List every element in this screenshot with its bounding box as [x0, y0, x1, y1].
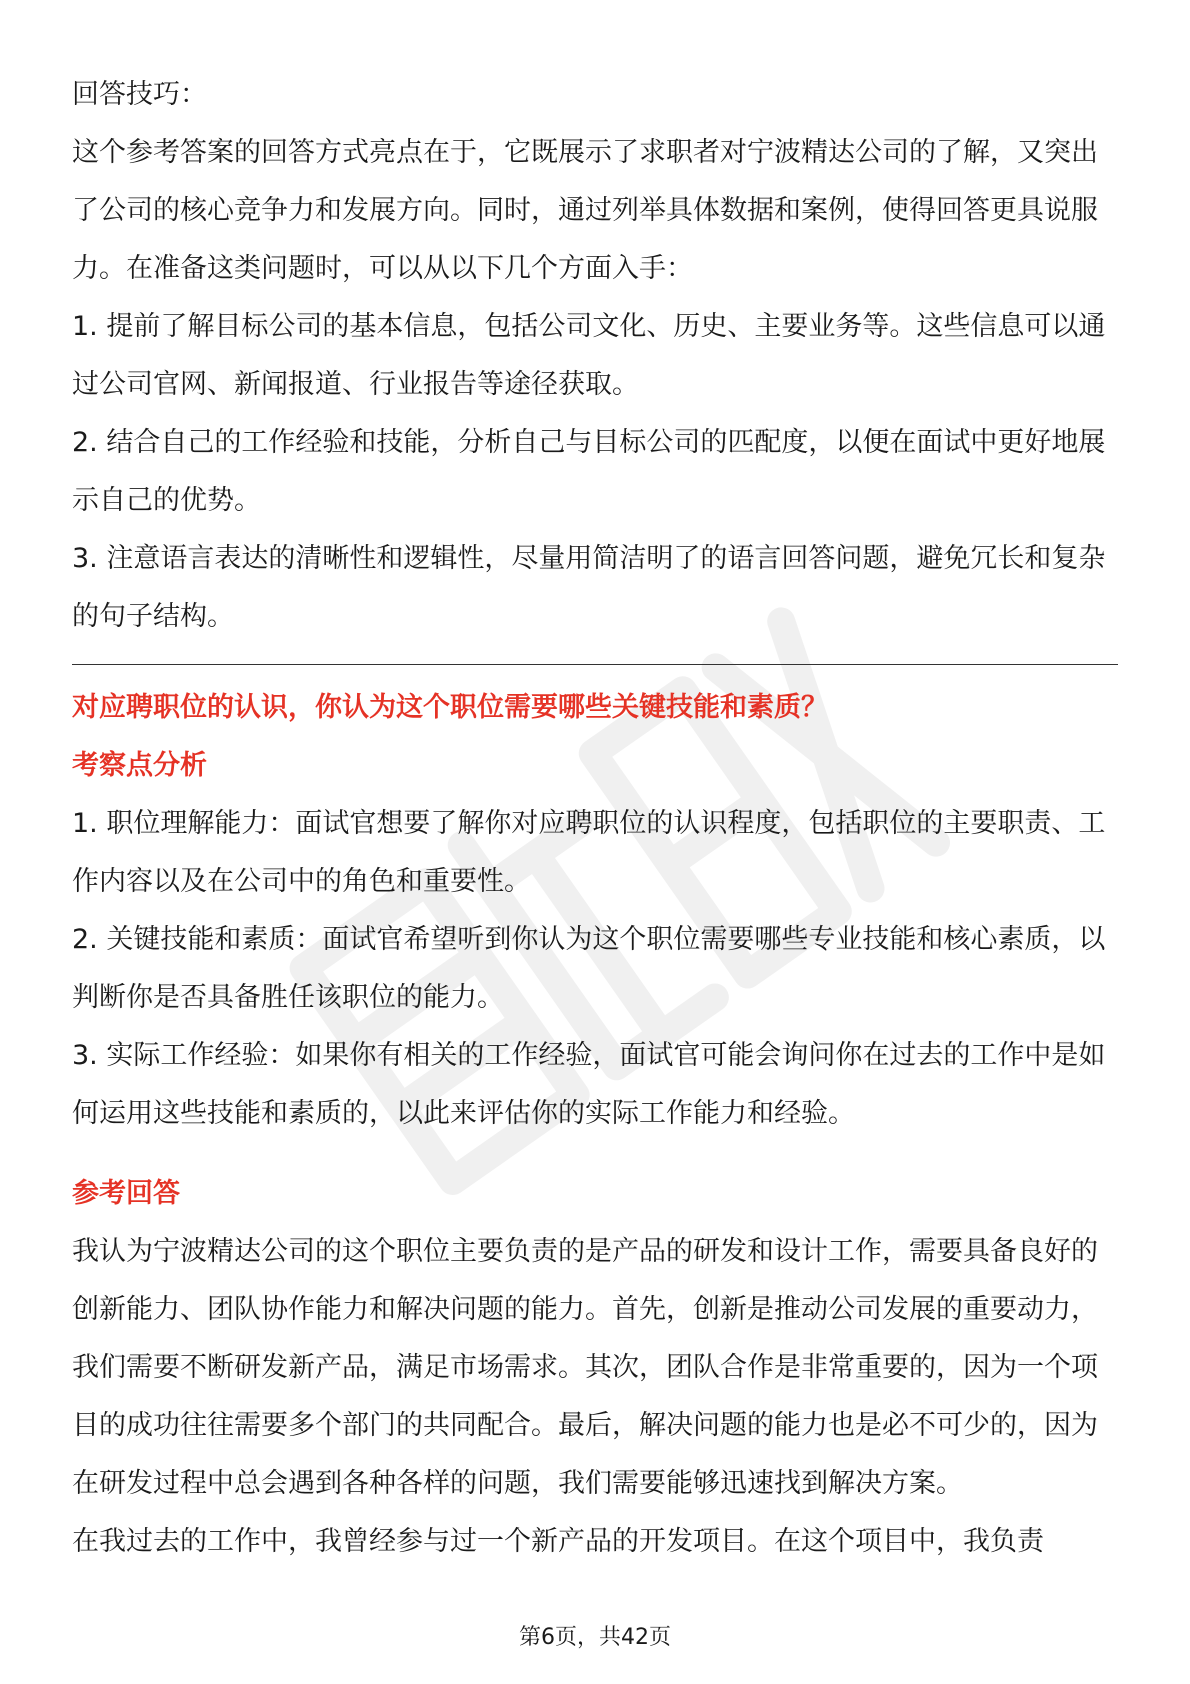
page-content [72, 66, 1118, 1571]
analysis-item-1: 1. 职位理解能力：面试官想要了解你对应聘职位的认识程度，包括职位的主要职责、工作内容以及在公司中的角色和重要性。 [72, 808, 1106, 897]
section-divider [72, 664, 1118, 665]
analysis-heading: 考察点分析 [72, 750, 207, 781]
analysis-item-2: 2. 关键技能和素质：面试官希望听到你认为这个职位需要哪些专业技能和核心素质，以判断你是否具备胜任该职位的能力。 [72, 924, 1106, 1013]
answer-paragraph-1: 我认为宁波精达公司的这个职位主要负责的是产品的研发和设计工作，需要具备良好的创新能力、团队协作能力和解决问题的能力。首先，创新是推动公司发展的重要动力，我们需要不断研发新产品，满足市场需求。其次，团队合作是非常重要的，因为一个项目的成功往往需要多个部门的共同配合。最后，解决问题的能力也是必不可少的，因为在研发过程中总会遇到各种各样的问题，我们需要能够迅速找到解决方案。 [72, 1236, 1098, 1499]
page-number: 第6页，共42页 [519, 1625, 671, 1650]
tips-intro: 这个参考答案的回答方式亮点在于，它既展示了求职者对宁波精达公司的了解，又突出了公司的核心竞争力和发展方向。同时，通过列举具体数据和案例，使得回答更具说服力。在准备这类问题时，可以从以下几个方面入手： [72, 137, 1098, 284]
answer-paragraph-2: 在我过去的工作中，我曾经参与过一个新产品的开发项目。在这个项目中，我负责 [72, 1526, 1044, 1557]
question-title: 对应聘职位的认识，你认为这个职位需要哪些关键技能和素质？ [72, 692, 828, 723]
tips-item-1: 1. 提前了解目标公司的基本信息，包括公司文化、历史、主要业务等。这些信息可以通过公司官网、新闻报道、行业报告等途径获取。 [72, 311, 1106, 400]
answer-heading: 参考回答 [72, 1178, 180, 1209]
tips-heading: 回答技巧： [72, 79, 207, 110]
tips-item-3: 3. 注意语言表达的清晰性和逻辑性，尽量用简洁明了的语言回答问题，避免冗长和复杂的句子结构。 [72, 543, 1106, 632]
tips-item-2: 2. 结合自己的工作经验和技能，分析自己与目标公司的匹配度，以便在面试中更好地展示自己的优势。 [72, 427, 1106, 516]
analysis-item-3: 3. 实际工作经验：如果你有相关的工作经验，面试官可能会询问你在过去的工作中是如何运用这些技能和素质的，以此来评估你的实际工作能力和经验。 [72, 1040, 1106, 1129]
